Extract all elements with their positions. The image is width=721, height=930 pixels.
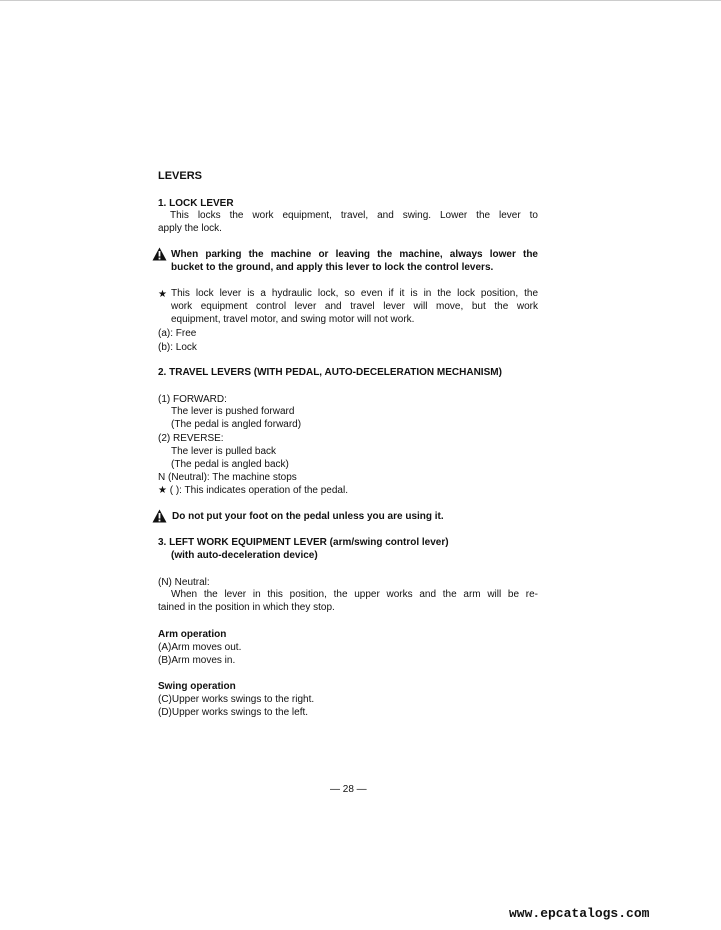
forward-line1: The lever is pushed forward bbox=[171, 406, 295, 417]
forward-line2: (The pedal is angled forward) bbox=[171, 419, 302, 430]
lock-position-lock: (b): Lock bbox=[158, 342, 197, 353]
swing-operation-heading: Swing operation bbox=[158, 681, 236, 692]
swing-left: (D)Upper works swings to the left. bbox=[158, 707, 309, 718]
arm-moves-in: (B)Arm moves in. bbox=[158, 655, 236, 666]
pedal-warning: Do not put your foot on the pedal unless you are using it. bbox=[172, 511, 444, 522]
section-title: LEVERS bbox=[158, 170, 203, 182]
lock-lever-heading: 1. LOCK LEVER bbox=[158, 198, 234, 209]
neutral-text: N (Neutral): The machine stops bbox=[158, 472, 297, 483]
watermark-link[interactable]: www.epcatalogs.com bbox=[509, 906, 650, 921]
travel-levers-heading: 2. TRAVEL LEVERS (WITH PEDAL, AUTO-DECELERATION MECHANISM) bbox=[158, 367, 502, 378]
warning-triangle-icon bbox=[152, 509, 167, 523]
lock-lever-note-line2: work equipment control lever and travel lever will move, but the work bbox=[171, 301, 538, 312]
left-lever-heading-line1: 3. LEFT WORK EQUIPMENT LEVER (arm/swing control lever) bbox=[158, 537, 449, 548]
lock-lever-warning-line2: bucket to the ground, and apply this lever to lock the control levers. bbox=[171, 262, 494, 273]
lock-position-free: (a): Free bbox=[158, 328, 197, 339]
neutral-line2: tained in the position in which they stop. bbox=[158, 602, 335, 613]
lock-lever-note-line3: equipment, travel motor, and swing motor will not work. bbox=[171, 314, 415, 325]
reverse-label: (2) REVERSE: bbox=[158, 433, 224, 444]
forward-label: (1) FORWARD: bbox=[158, 394, 227, 405]
lock-lever-warning-line1: When parking the machine or leaving the machine, always lower the bbox=[171, 249, 538, 260]
lock-lever-desc-line2: apply the lock. bbox=[158, 223, 222, 234]
lock-lever-note-line1: This lock lever is a hydraulic lock, so even if it is in the lock position, the bbox=[171, 288, 538, 299]
neutral-label: (N) Neutral: bbox=[158, 577, 210, 588]
pedal-note: ★ ( ): This indicates operation of the pedal. bbox=[158, 485, 348, 496]
arm-moves-out: (A)Arm moves out. bbox=[158, 642, 242, 653]
warning-triangle-icon bbox=[152, 247, 167, 261]
arm-operation-heading: Arm operation bbox=[158, 629, 227, 640]
swing-right: (C)Upper works swings to the right. bbox=[158, 694, 315, 705]
page-top-border bbox=[0, 0, 721, 1]
lock-lever-desc-line1: This locks the work equipment, travel, and swing. Lower the lever to bbox=[170, 210, 538, 221]
left-lever-heading-line2: (with auto-deceleration device) bbox=[171, 550, 318, 561]
reverse-line1: The lever is pulled back bbox=[171, 446, 277, 457]
note-star: ★ bbox=[158, 289, 167, 300]
neutral-line1: When the lever in this position, the upper works and the arm will be re- bbox=[171, 589, 538, 600]
reverse-line2: (The pedal is angled back) bbox=[171, 459, 289, 470]
page-number: — 28 — bbox=[330, 784, 367, 795]
